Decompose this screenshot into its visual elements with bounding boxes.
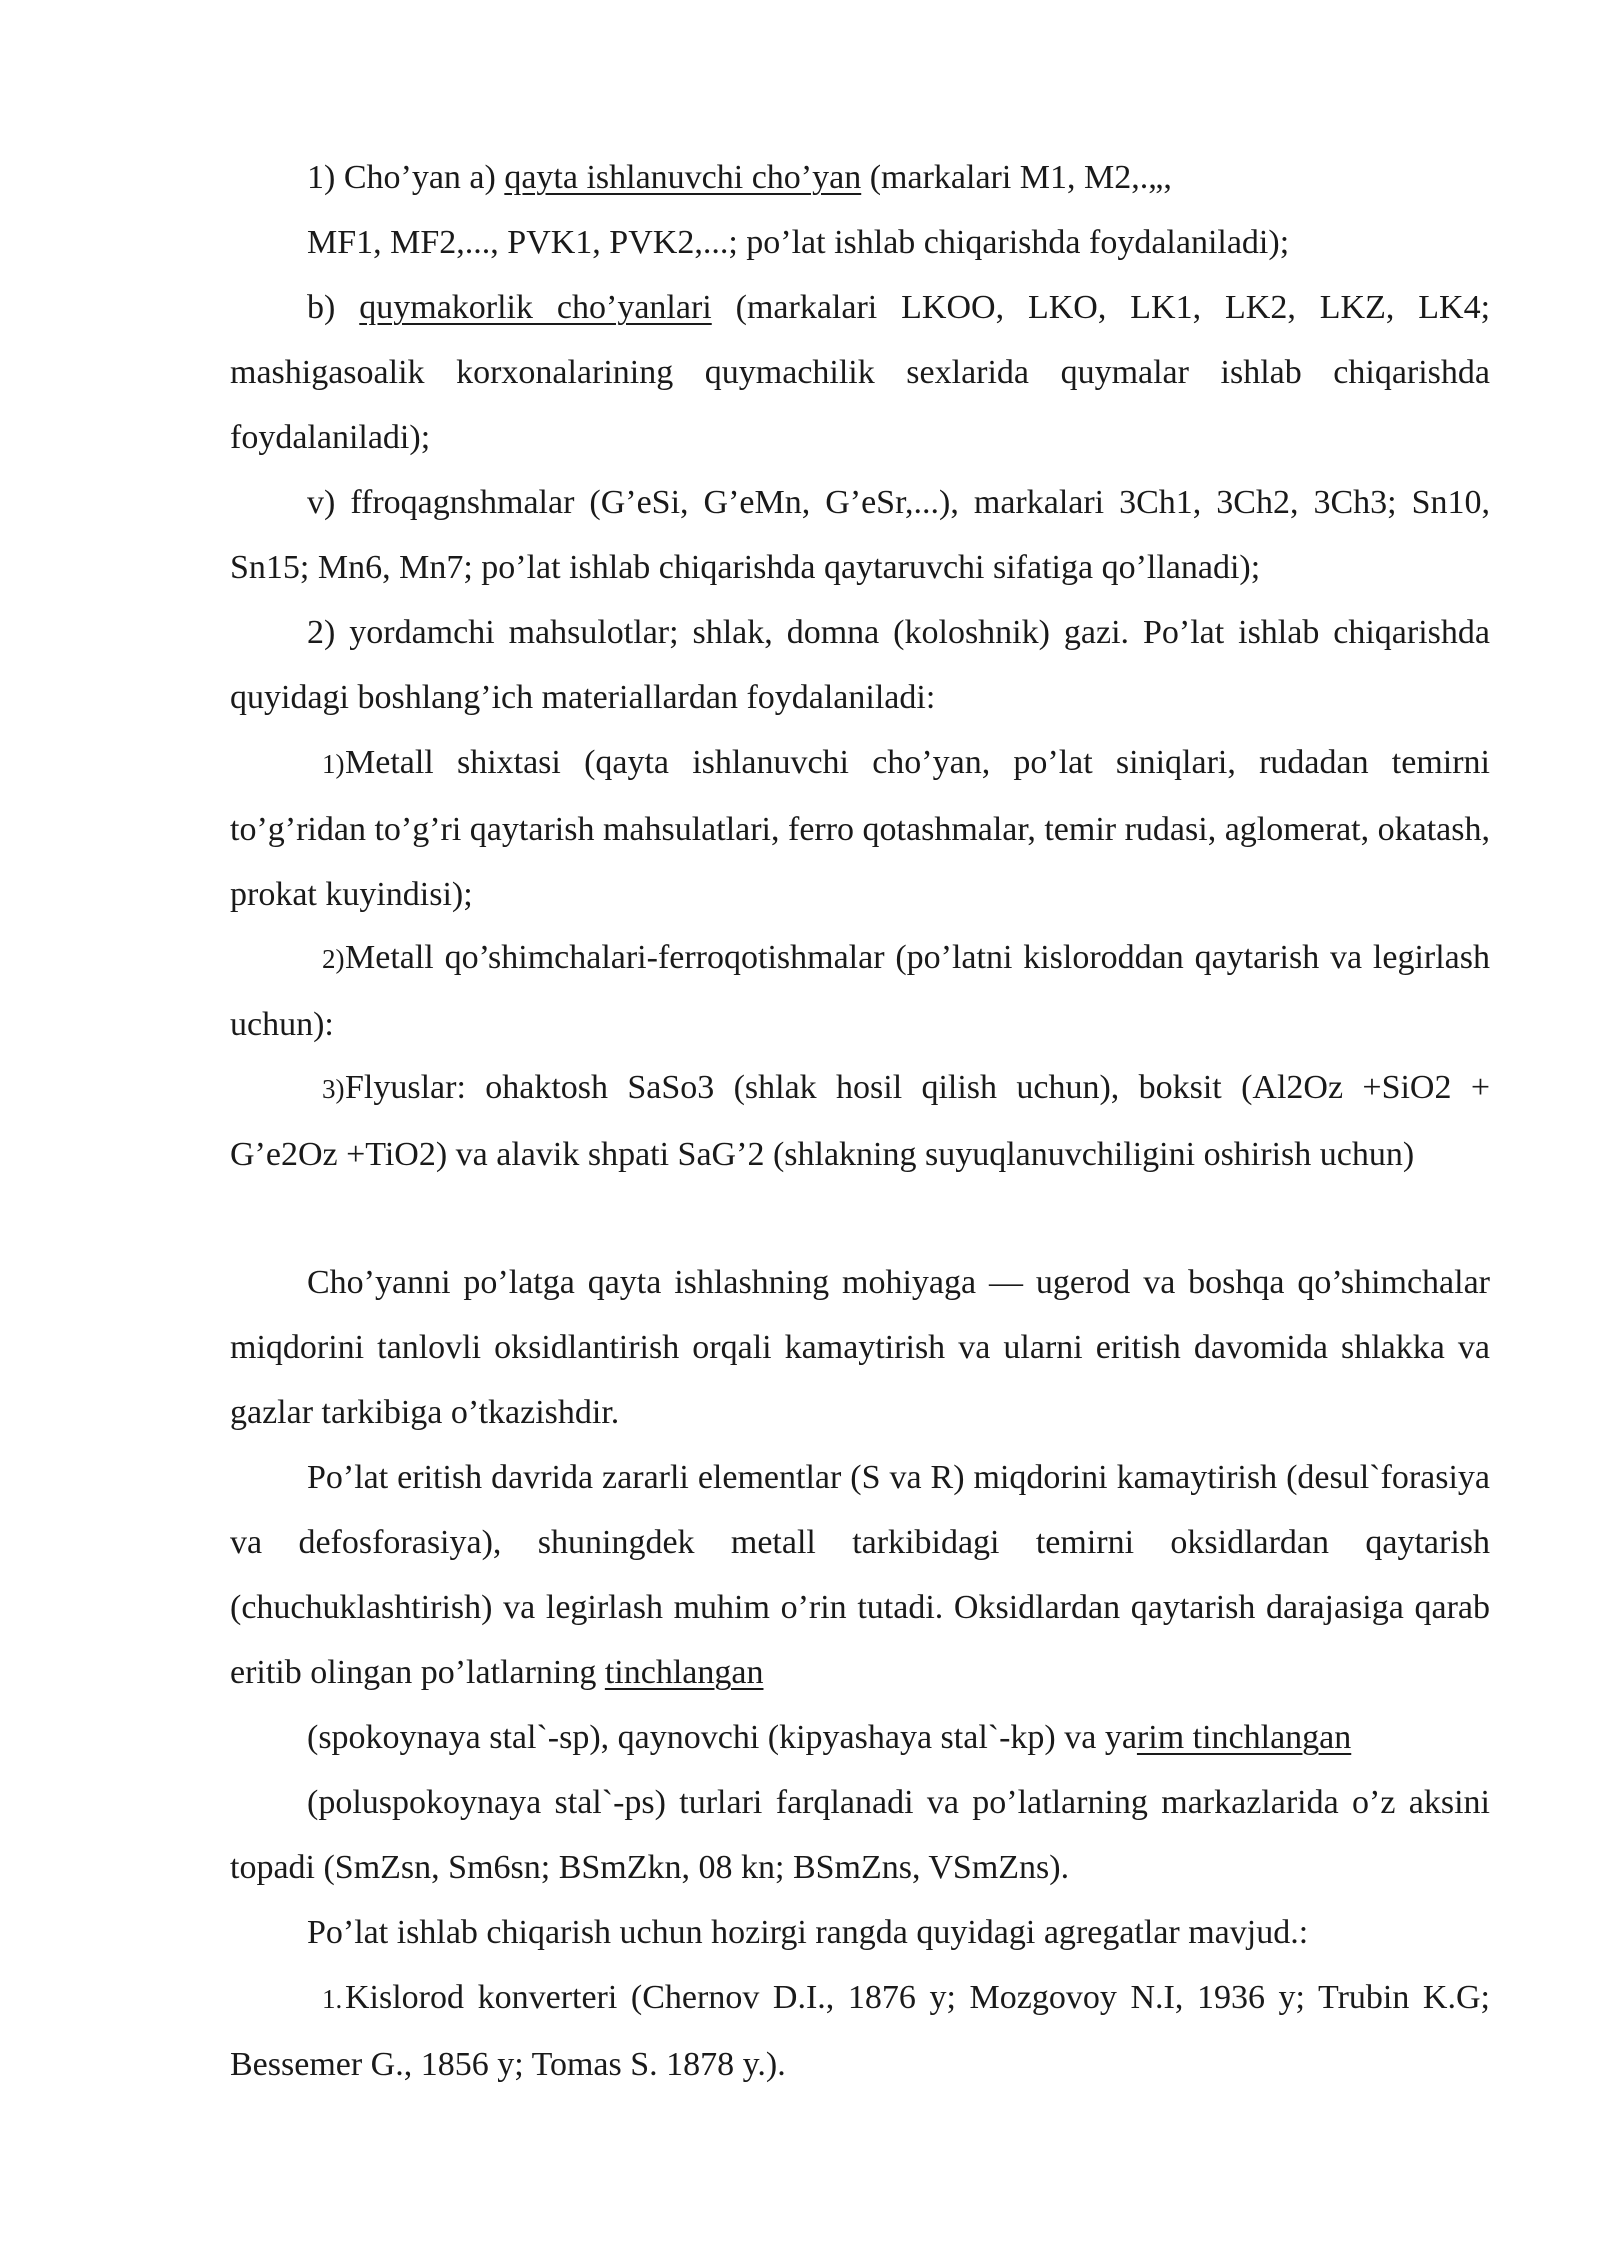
paragraph-7 <box>230 1445 1490 1705</box>
paragraph-3 <box>230 275 1490 470</box>
paragraph-1 <box>230 145 1490 210</box>
list-number: 3) <box>322 1074 345 1104</box>
paragraph-2: MF1, MF2,..., PVK1, PVK2,...; po’lat ishlab chiqarishda foydalaniladi); <box>307 224 1290 261</box>
paragraph-10: Po’lat ishlab chiqarish uchun hozirgi rangda quyidagi agregatlar mavjud.: <box>307 1914 1309 1951</box>
paragraph-5: 2) yordamchi mahsulotlar; shlak, domna (koloshnik) gazi. Po’lat ishlab chiqarishda quyidagi boshlang’ich materiallardan foydalaniladi: <box>230 614 1490 716</box>
paragraph-8-text: (spokoynaya stal`-sp), qaynovchi (kipyashaya stal`-kp) va ya <box>307 1719 1137 1756</box>
list-item <box>230 1055 1490 1187</box>
paragraph-9: (poluspokoynaya stal`-ps) turlari farqlanadi va po’latlarning markazlarida o’z aksini topadi (SmZsn, Sm6sn; BSmZkn, 08 kn; BSmZns, VSmZns). <box>230 1784 1490 1886</box>
paragraph-7-text: Po’lat eritish davrida zararli elementlar (S va R) miqdorini kamaytirish (desul`forasiya va defosforasiya), shuningdek metall tarkibidagi temirni oksidlardan qaytarish (chuchuklashtirish) va legirlash muhim o’rin tutadi. Oksidlardan qaytarish darajasiga qarab eritib olingan po’latlarning <box>230 1459 1490 1691</box>
paragraph-4: v) ffroqagnshmalar (G’eSi, G’eMn, G’eSr,...), markalari 3Ch1, 3Ch2, 3Ch3; Sn10, Sn15; Mn6, Mn7; po’lat ishlab chiqarishda qaytaruvchi sifatiga qo’llanadi); <box>230 484 1490 586</box>
list-number: 2) <box>322 944 345 974</box>
list-item <box>230 730 1490 927</box>
underlined-term: quymakorlik cho’yanlari <box>359 289 712 326</box>
list-item-text: Metall qo’shimchalari-ferroqotishmalar (po’latni kisloroddan qaytarish va legirlash uchun): <box>230 939 1490 1043</box>
paragraph-3-text-end: (markalari LKOO, LKO, LK1, LK2, LKZ, LK4; mashigasoalik korxonalarining quymachilik sexlarida quymalar ishlab chiqarishda foydalaniladi); <box>230 289 1491 456</box>
list-number: 1. <box>322 1984 343 2014</box>
list-item-text: Metall shixtasi (qayta ishlanuvchi cho’yan, po’lat siniqlari, rudadan temirni to’g’ridan to’g’ri qaytarish mahsulatlari, ferro qotashmalar, temir rudasi, aglomerat, okatash, prokat kuyindisi); <box>230 744 1490 913</box>
underlined-term: tinchlangan <box>604 1654 764 1691</box>
paragraph-8 <box>230 1705 1490 1770</box>
list-item <box>230 925 1490 1057</box>
paragraph-1-text-end: (markalari M1, M2,.„, <box>861 159 1172 196</box>
list-item-text: Flyuslar: ohaktosh SaSo3 (shlak hosil qilish uchun), boksit (Al2Oz +SiO2 + G’e2Oz +TiO2) va alavik shpati SaG’2 (shlakning suyuqlanuvchiligini oshirish uchun) <box>230 1069 1490 1173</box>
paragraph-6: Cho’yanni po’latga qayta ishlashning mohiyaga — ugerod va boshqa qo’shimchalar miqdorini tanlovli oksidlantirish orqali kamaytirish va ularni eritish davomida shlakka va gazlar tarkibiga o’tkazishdir. <box>230 1264 1490 1431</box>
paragraph-3-text: b) <box>307 289 360 326</box>
underlined-term: qayta ishlanuvchi cho’yan <box>504 159 862 196</box>
paragraph-1-text: 1) Cho’yan a) <box>307 159 505 196</box>
underlined-term: rim tinchlangan <box>1136 1719 1352 1756</box>
list-item-text: Kislorod konverteri (Chernov D.I., 1876 y; Mozgovoy N.I, 1936 y; Trubin K.G; Bessemer G., 1856 y; Tomas S. 1878 y.). <box>230 1979 1490 2083</box>
list-number: 1) <box>322 749 345 779</box>
list-item <box>230 1965 1490 2097</box>
